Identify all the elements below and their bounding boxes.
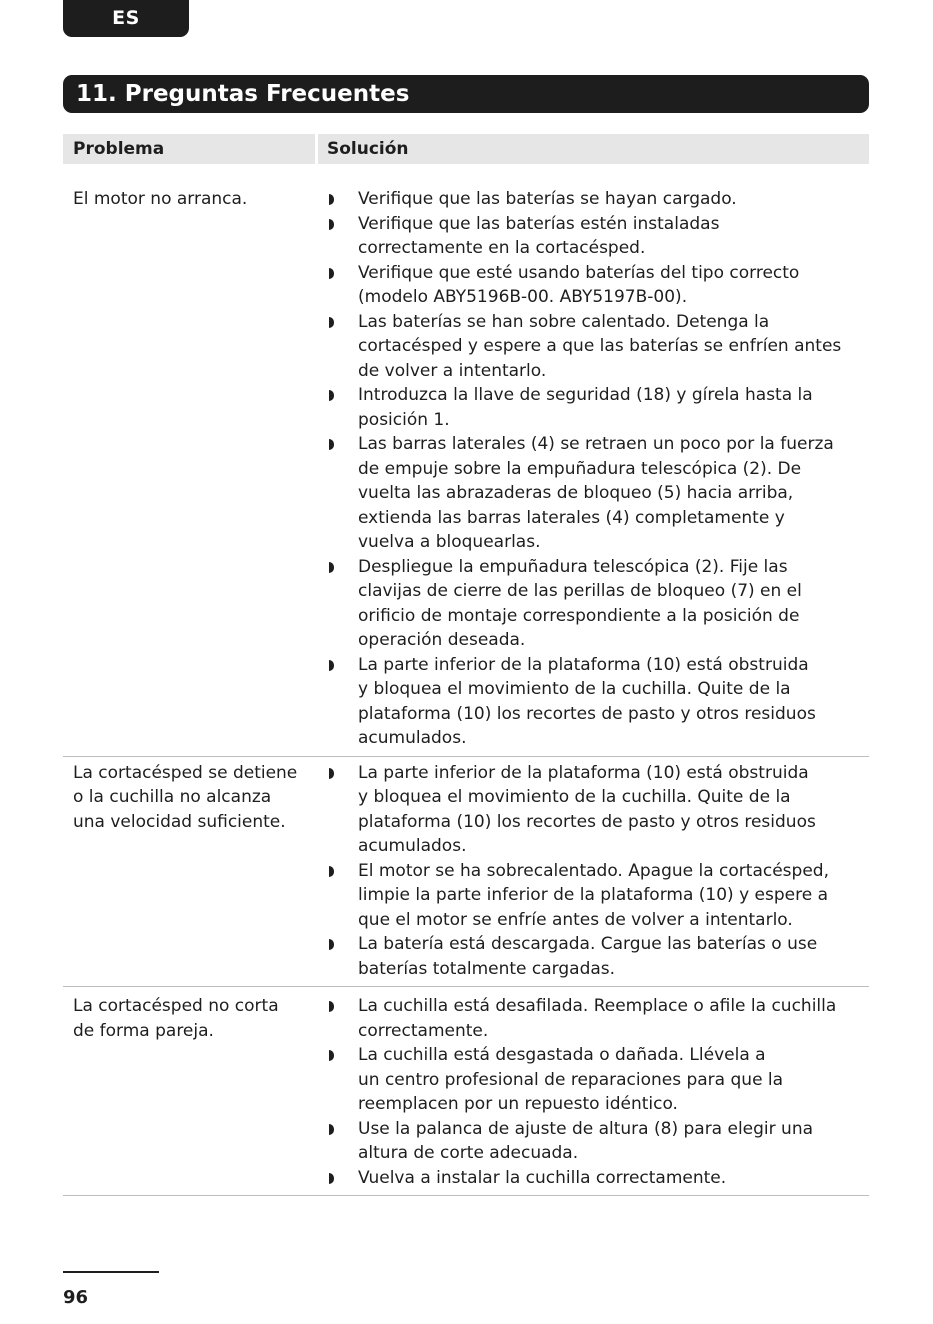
solution-text: La parte inferior de la plataforma (10) está obstruida y bloquea el movimiento de la cuchilla. Quite de la plataforma (10) los recortes de pasto y otros residuos acumulados.: [358, 654, 816, 748]
header-solution: Solución: [318, 134, 869, 164]
footer-rule: [63, 1271, 159, 1273]
bullet-icon: [329, 390, 334, 401]
solution-text: Vuelva a instalar la cuchilla correctamente.: [358, 1167, 727, 1188]
faq-table: [63, 134, 869, 1196]
solution-text: Verifique que esté usando baterías del tipo correcto (modelo ABY5196B-00. ABY5197B-00).: [358, 262, 800, 307]
solution-cell: [318, 761, 869, 982]
solution-cell: [318, 187, 869, 751]
solution-list: [318, 187, 869, 751]
list-item: [318, 432, 869, 555]
bullet-icon: [329, 1001, 334, 1012]
solution-text: La parte inferior de la plataforma (10) está obstruida y bloquea el movimiento de la cuchilla. Quite de la plataforma (10) los recortes de pasto y otros residuos acumulados.: [358, 762, 816, 856]
bullet-icon: [329, 1050, 334, 1061]
section-title: 11. Preguntas Frecuentes: [63, 75, 869, 113]
solution-cell: [318, 994, 869, 1190]
list-item: [318, 383, 869, 432]
solution-text: Use la palanca de ajuste de altura (8) para elegir una altura de corte adecuada.: [358, 1118, 814, 1163]
list-item: [318, 761, 869, 859]
problem-cell: La cortacésped se detiene o la cuchilla no alcanza una velocidad suficiente.: [73, 762, 298, 832]
bullet-icon: [329, 194, 334, 205]
bullet-icon: [329, 439, 334, 450]
solution-text: La cuchilla está desafilada. Reemplace o afile la cuchilla correctamente.: [358, 996, 837, 1041]
language-tab: ES: [63, 0, 189, 37]
list-item: [318, 212, 869, 261]
table-row: [63, 757, 869, 988]
header-problem: Problema: [63, 134, 315, 164]
bullet-icon: [329, 1173, 334, 1184]
solution-text: Las baterías se han sobre calentado. Detenga la cortacésped y espere a que las baterías se enfríen antes de volver a intentarlo.: [358, 311, 842, 381]
problem-cell: El motor no arranca.: [73, 189, 248, 209]
bullet-icon: [329, 866, 334, 877]
page-number: 96: [63, 1287, 89, 1308]
list-item: [318, 310, 869, 384]
problem-cell: La cortacésped no corta de forma pareja.: [73, 996, 279, 1041]
list-item: [318, 994, 869, 1043]
list-item: [318, 932, 869, 981]
solution-text: El motor se ha sobrecalentado. Apague la cortacésped, limpie la parte inferior de la plataforma (10) y espere a que el motor se enfríe antes de volver a intentarlo.: [358, 860, 829, 930]
list-item: [318, 187, 869, 212]
solution-list: [318, 994, 869, 1190]
bullet-icon: [329, 317, 334, 328]
table-header: [63, 134, 869, 164]
solution-text: La cuchilla está desgastada o dañada. Llévela a un centro profesional de reparaciones para que la reemplacen por un repuesto idéntico.: [358, 1045, 784, 1114]
solution-text: Verifique que las baterías estén instaladas correctamente en la cortacésped.: [358, 213, 720, 258]
list-item: [318, 859, 869, 933]
list-item: [318, 555, 869, 653]
list-item: [318, 261, 869, 310]
solution-text: La batería está descargada. Cargue las baterías o use baterías totalmente cargadas.: [358, 934, 818, 979]
solution-list: [318, 761, 869, 982]
bullet-icon: [329, 1124, 334, 1135]
solution-text: Despliegue la empuñadura telescópica (2). Fije las clavijas de cierre de las perillas de bloqueo (7) en el orificio de montaje correspondiente a la posición de operación deseada.: [358, 556, 802, 650]
table-row: [63, 987, 869, 1196]
bullet-icon: [329, 660, 334, 671]
bullet-icon: [329, 562, 334, 573]
list-item: [318, 1043, 869, 1117]
list-item: [318, 653, 869, 751]
solution-text: Introduzca la llave de seguridad (18) y gírela hasta la posición 1.: [358, 385, 813, 430]
bullet-icon: [329, 219, 334, 230]
list-item: [318, 1117, 869, 1166]
list-item: [318, 1166, 869, 1191]
bullet-icon: [329, 768, 334, 779]
solution-text: Las barras laterales (4) se retraen un poco por la fuerza de empuje sobre la empuñadura telescópica (2). De vuelta las abrazaderas de bloqueo (5) hacia arriba, extienda las barras laterales (4) completamente y vuelva a bloquearlas.: [358, 434, 834, 552]
solution-text: Verifique que las baterías se hayan cargado.: [358, 189, 737, 209]
table-row: [63, 164, 869, 757]
bullet-icon: [329, 939, 334, 950]
bullet-icon: [329, 268, 334, 279]
